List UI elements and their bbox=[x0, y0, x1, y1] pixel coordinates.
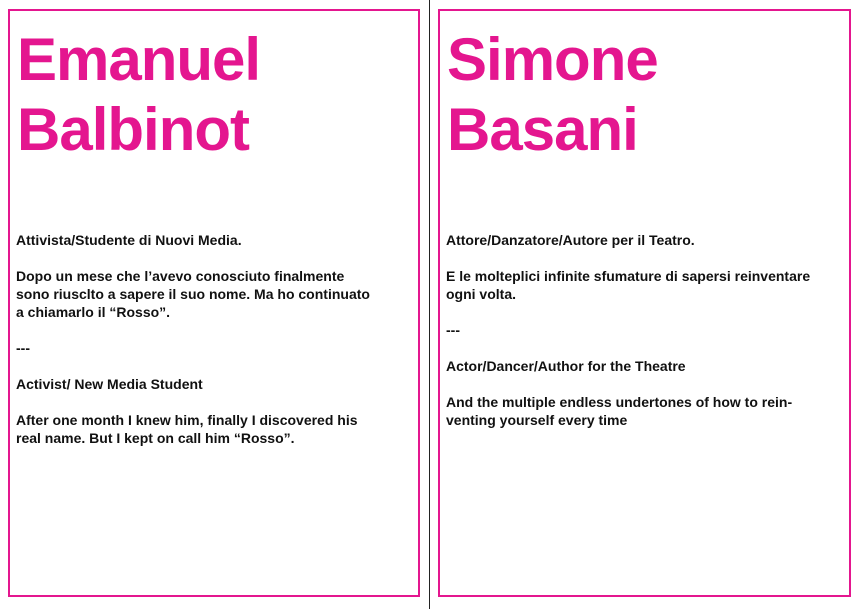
language-separator: --- bbox=[16, 340, 30, 356]
profile-description bbox=[16, 231, 410, 465]
profile-name bbox=[447, 25, 658, 165]
profile-description bbox=[446, 231, 841, 447]
profile-card-left bbox=[8, 9, 420, 597]
quote-italian: E le molteplici infinite sfumature di sapersi reinventare ogni volta. bbox=[446, 268, 811, 302]
page-divider bbox=[429, 0, 430, 609]
role-english: Actor/Dancer/Author for the Theatre bbox=[446, 358, 686, 374]
quote-english: And the multiple endless undertones of how to rein- venting yourself every time bbox=[446, 394, 793, 428]
profile-first-name: Emanuel bbox=[17, 26, 261, 93]
role-italian: Attivista/Studente di Nuovi Media. bbox=[16, 232, 242, 248]
role-english: Activist/ New Media Student bbox=[16, 376, 203, 392]
profile-name bbox=[17, 25, 260, 165]
profile-first-name: Simone bbox=[447, 26, 658, 93]
language-separator: --- bbox=[446, 322, 460, 338]
profile-last-name: Balbinot bbox=[17, 96, 249, 163]
quote-italian: Dopo un mese che l’avevo conosciuto finalmente sono riusclto a sapere il suo nome. Ma ho continuato a chiamarlo il “Rosso”. bbox=[16, 268, 370, 320]
profile-card-right bbox=[438, 9, 851, 597]
quote-english: After one month I knew him, finally I discovered his real name. But I kept on call him “Rosso”. bbox=[16, 412, 358, 446]
role-italian: Attore/Danzatore/Autore per il Teatro. bbox=[446, 232, 695, 248]
profile-last-name: Basani bbox=[447, 96, 638, 163]
